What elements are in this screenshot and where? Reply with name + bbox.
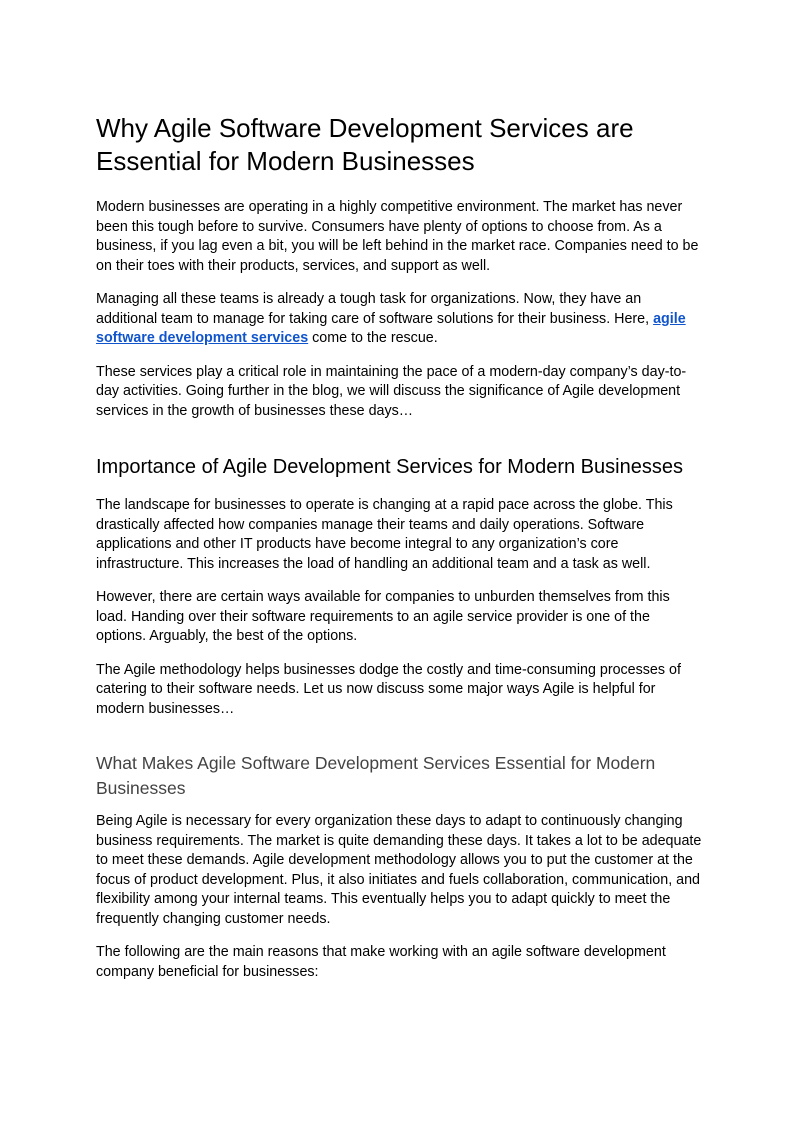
page-title: Why Agile Software Development Services are Essential for Modern Businesses [96, 113, 634, 176]
section-heading-importance: Importance of Agile Development Services for Modern Businesses [96, 456, 683, 478]
document-page [96, 112, 702, 996]
intro-paragraph-2-text-before: Managing all these teams is already a tough task for organizations. Now, they have an additional team to manage for taking care of software solutions for their business. Here, [96, 291, 654, 327]
importance-paragraph-3: The Agile methodology helps businesses dodge the costly and time-consuming processes of catering to their software needs. Let us now discuss some major ways Agile is helpful for modern businesses… [96, 661, 681, 717]
intro-paragraph-1: Modern businesses are operating in a highly competitive environment. The market has never been this tough before to survive. Consumers have plenty of options to choose from. As a business, if you lag even a bit, you will be left behind in the market race. Companies need to be on their toes with their products, services, and support as well. [96, 199, 699, 274]
what-makes-paragraph-1: Being Agile is necessary for every organization these days to adapt to continuously changing business requirements. The market is quite demanding these days. It takes a lot to be adequate to meet these demands. Agile development methodology allows you to put the customer at the focus of product development. Plus, it also initiates and fuels collaboration, communication, and flexibility among your internal teams. This eventually helps you to adapt quickly to meet the frequently changing customer needs. [96, 813, 702, 927]
importance-paragraph-1: The landscape for businesses to operate is changing at a rapid pace across the globe. This drastically affected how companies manage their teams and daily operations. Software applications and other IT products have become integral to any organization’s core infrastructure. This increases the load of handling an additional team and a task as well. [96, 497, 673, 572]
importance-paragraph-2: However, there are certain ways available for companies to unburden themselves from this load. Handing over their software requirements to an agile service provider is one of the options. Arguably, the best of the options. [96, 589, 670, 644]
what-makes-paragraph-2: The following are the main reasons that make working with an agile software development company beneficial for businesses: [96, 944, 666, 980]
intro-paragraph-2-text-after: come to the rescue. [308, 330, 438, 346]
intro-paragraph-3: These services play a critical role in maintaining the pace of a modern-day company’s day-to-day activities. Going further in the blog, we will discuss the significance of Agile development services in the growth of businesses these days… [96, 363, 687, 419]
agile-services-link[interactable]: agile software development services [96, 310, 686, 346]
section-heading-what-makes: What Makes Agile Software Development Services Essential for Modern Businesses [96, 753, 656, 798]
intro-paragraph-2 [96, 290, 702, 349]
